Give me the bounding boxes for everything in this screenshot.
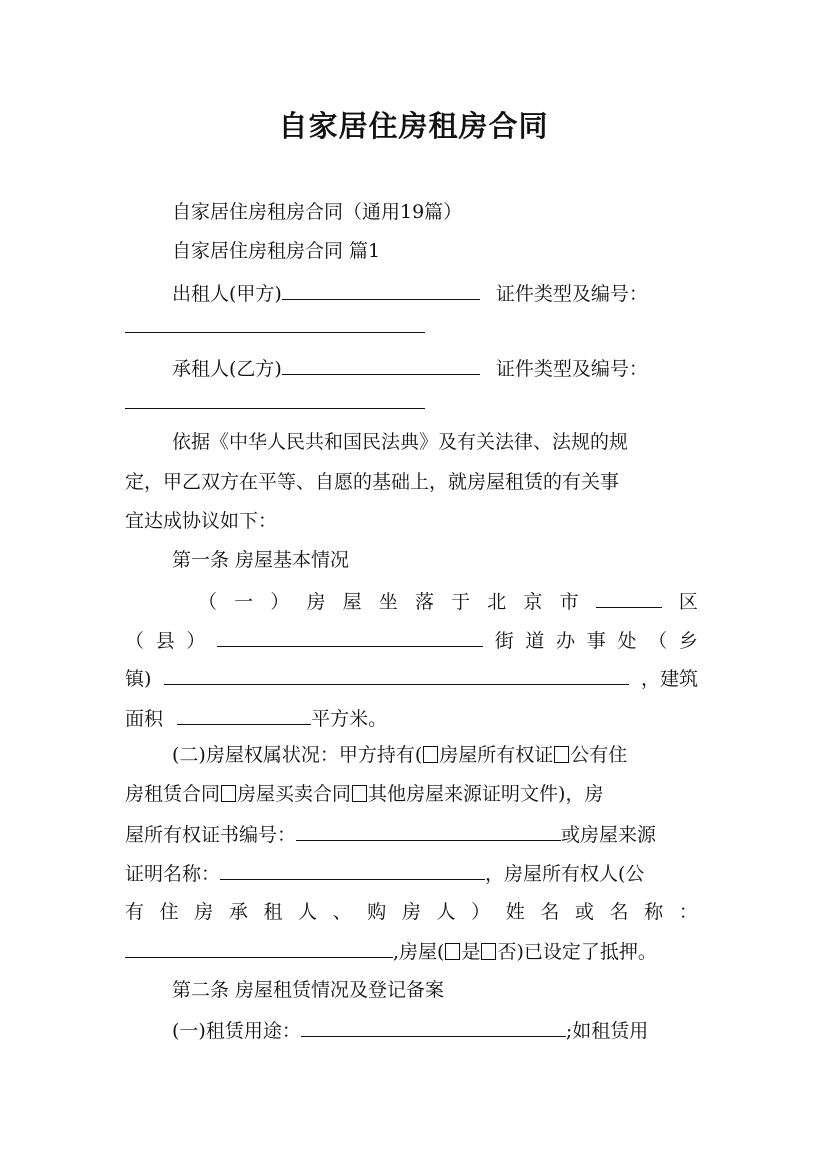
checkbox[interactable] <box>352 785 367 802</box>
article1-p2-line1 <box>172 742 627 768</box>
char: 屋 <box>342 591 362 613</box>
article1-heading: 第一条 房屋基本情况 <box>172 549 350 571</box>
lessor-id-label: 证件类型及编号： <box>495 283 648 305</box>
char: 一 <box>234 591 254 613</box>
lessor-name-blank[interactable] <box>282 279 480 300</box>
char: 乡 <box>678 630 698 652</box>
proof-name-blank[interactable] <box>220 859 485 880</box>
char: 名 <box>540 901 560 923</box>
char: 京 <box>523 591 543 613</box>
article1-p1-line2 <box>125 626 698 654</box>
char: 市 <box>559 591 579 613</box>
lessor-label: 出租人(甲方) <box>172 283 282 305</box>
char: 姓 <box>505 901 525 923</box>
checkbox[interactable] <box>445 943 460 960</box>
char: 北 <box>487 591 507 613</box>
text: 证明名称： <box>125 863 221 885</box>
char: ） <box>471 901 491 923</box>
text: 镇) <box>125 668 152 690</box>
char: 人 <box>298 901 318 923</box>
char: 称 <box>644 901 664 923</box>
intro-line-2: 定，甲乙双方在平等、自愿的基础上，就房屋租赁的有关事 <box>125 471 620 493</box>
char: 房 <box>306 591 326 613</box>
article1-p2-line2 <box>125 781 603 807</box>
checkbox[interactable] <box>221 785 236 802</box>
certificate-number-blank[interactable] <box>296 820 561 841</box>
subtitle: 自家居住房租房合同（通用19篇） <box>172 201 463 223</box>
text: 房屋所有权证 <box>439 744 554 766</box>
char: 或 <box>574 901 594 923</box>
lessor-id-blank[interactable] <box>125 312 425 333</box>
char: 县 <box>155 630 175 652</box>
text: 屋所有权证书编号： <box>125 824 297 846</box>
article1-p2-line3 <box>125 820 656 848</box>
char: 有 <box>125 901 145 923</box>
char: 、 <box>332 901 352 923</box>
char: 人 <box>436 901 456 923</box>
article1-p1-line4 <box>125 704 387 732</box>
char: 坐 <box>378 591 398 613</box>
article1-p1-line3 <box>125 664 698 692</box>
char: 街 <box>494 630 514 652</box>
char: ） <box>270 591 290 613</box>
intro-line-1: 依据《中华人民共和国民法典》及有关法律、法规的规 <box>172 431 629 453</box>
intro-line-3: 宜达成协议如下： <box>125 510 278 532</box>
district-blank[interactable] <box>596 587 662 608</box>
lessee-line <box>172 354 648 382</box>
county-blank[interactable] <box>217 626 483 647</box>
section-title: 自家居住房租房合同 篇1 <box>172 240 381 262</box>
article2-heading: 第二条 房屋租赁情况及登记备案 <box>172 979 445 1001</box>
township-blank[interactable] <box>164 664 629 685</box>
article1-p2-line4 <box>125 859 644 887</box>
text: ，房屋所有权人(公 <box>485 863 645 885</box>
text: 房租赁合同 <box>125 783 221 805</box>
lessee-id-label: 证件类型及编号： <box>495 358 648 380</box>
checkbox[interactable] <box>554 746 569 763</box>
text: (一)租赁用途： <box>172 1020 301 1042</box>
char: 住 <box>159 901 179 923</box>
lessee-label: 承租人(乙方) <box>172 358 282 380</box>
article1-p2-line6 <box>125 937 657 965</box>
owner-name-blank[interactable] <box>125 937 393 958</box>
article1-p1-line1 <box>198 587 698 615</box>
lessee-name-blank[interactable] <box>282 354 480 375</box>
char: 办 <box>556 630 576 652</box>
checkbox[interactable] <box>423 746 438 763</box>
char: 区 <box>678 591 698 613</box>
text: ,房屋( <box>393 941 445 963</box>
char: 承 <box>228 901 248 923</box>
lessor-line <box>172 279 648 307</box>
char: 道 <box>525 630 545 652</box>
article2-p1 <box>172 1016 648 1044</box>
char: 房 <box>401 901 421 923</box>
char: （ <box>648 630 668 652</box>
char: 租 <box>263 901 283 923</box>
lessee-id-blank[interactable] <box>125 388 425 409</box>
text: 房屋买卖合同 <box>237 783 352 805</box>
text: 公有住 <box>570 744 628 766</box>
char: （ <box>198 591 218 613</box>
text: ;如租赁用 <box>565 1020 649 1042</box>
text: 否)已设定了抵押。 <box>497 941 657 963</box>
char: ） <box>186 630 206 652</box>
char: 落 <box>414 591 434 613</box>
usage-blank[interactable] <box>301 1016 566 1037</box>
char: 于 <box>451 591 471 613</box>
text: 是 <box>461 941 481 963</box>
char: 房 <box>194 901 214 923</box>
text: (二)房屋权属状况：甲方持有( <box>172 744 423 766</box>
text: 或房屋来源 <box>561 824 657 846</box>
char: 名 <box>609 901 629 923</box>
text: 其他房屋来源证明文件)，房 <box>368 783 604 805</box>
text: ，建筑 <box>640 668 698 690</box>
area-blank[interactable] <box>177 704 311 725</box>
char: （ <box>125 630 145 652</box>
char: 购 <box>367 901 387 923</box>
area-unit: 平方米。 <box>311 708 388 730</box>
char: 处 <box>617 630 637 652</box>
lessor-id-blank-line <box>125 312 425 340</box>
checkbox[interactable] <box>481 943 496 960</box>
article1-p2-line5 <box>125 899 698 925</box>
lessee-id-blank-line <box>125 388 425 416</box>
char: ： <box>678 901 698 923</box>
document-title: 自家居住房租房合同 <box>278 109 549 143</box>
area-label: 面积 <box>125 708 164 730</box>
char: 事 <box>586 630 606 652</box>
